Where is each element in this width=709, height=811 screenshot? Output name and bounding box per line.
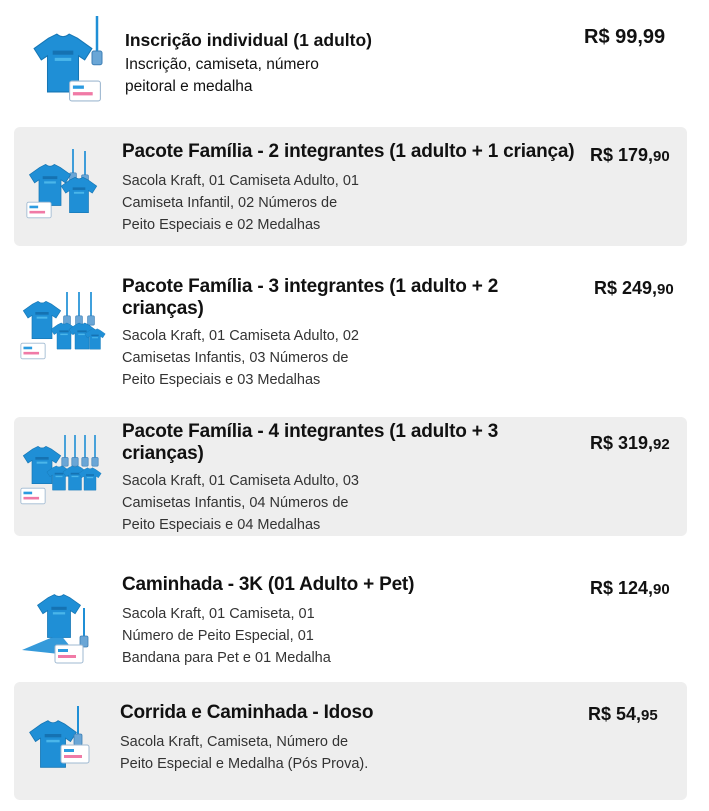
product-price: R$ 319,92 [590,433,670,453]
product-title: Caminhada - 3K (01 Adulto + Pet) [122,574,415,595]
product-price: R$ 124,90 [590,578,670,598]
product-price: R$ 54,95 [588,704,658,724]
product-description: Sacola Kraft, 01 Camiseta, 01 Número de Peito Especial, 01 Bandana para Pet e 01 Medalha [122,606,331,666]
product-description: Inscrição, camiseta, número peitoral e medalha [125,56,319,95]
product-description: Sacola Kraft, 01 Camiseta Adulto, 02 Camisetas Infantis, 03 Números de Peito Especiais e 03 Medalhas [122,328,359,388]
shirt-kit-icon [20,435,106,515]
product-row-individual[interactable] [14,12,687,112]
shirt-kit-icon [28,16,108,108]
product-row-family-4[interactable] [14,417,687,536]
product-description: Sacola Kraft, 01 Camiseta Adulto, 03 Camisetas Infantis, 04 Números de Peito Especiais e 04 Medalhas [122,473,359,533]
shirt-kit-icon [26,706,96,784]
product-price: R$ 249,90 [594,278,674,298]
product-title: Pacote Família - 3 integrantes (1 adulto + 2 crianças) [122,276,499,319]
product-description: Sacola Kraft, 01 Camiseta Adulto, 01 Camiseta Infantil, 02 Números de Peito Especiais e 02 Medalhas [122,173,359,233]
product-price: R$ 179,90 [590,145,670,165]
shirt-kit-icon [20,590,102,668]
shirt-kit-icon [24,149,106,223]
product-row-caminhada-pet[interactable] [14,560,687,672]
product-row-family-3[interactable] [14,262,687,400]
product-row-idoso[interactable] [14,682,687,800]
product-title: Pacote Família - 4 integrantes (1 adulto + 3 crianças) [122,421,499,464]
product-title: Corrida e Caminhada - Idoso [120,702,374,723]
product-title: Pacote Família - 2 integrantes (1 adulto + 1 criança) [122,141,575,162]
shirt-kit-icon [20,292,106,372]
product-description: Sacola Kraft, Camiseta, Número de Peito Especial e Medalha (Pós Prova). [120,734,369,772]
product-title: Inscrição individual (1 adulto) [125,30,372,50]
product-row-family-2[interactable] [14,127,687,246]
product-price: R$ 99,99 [584,26,666,48]
